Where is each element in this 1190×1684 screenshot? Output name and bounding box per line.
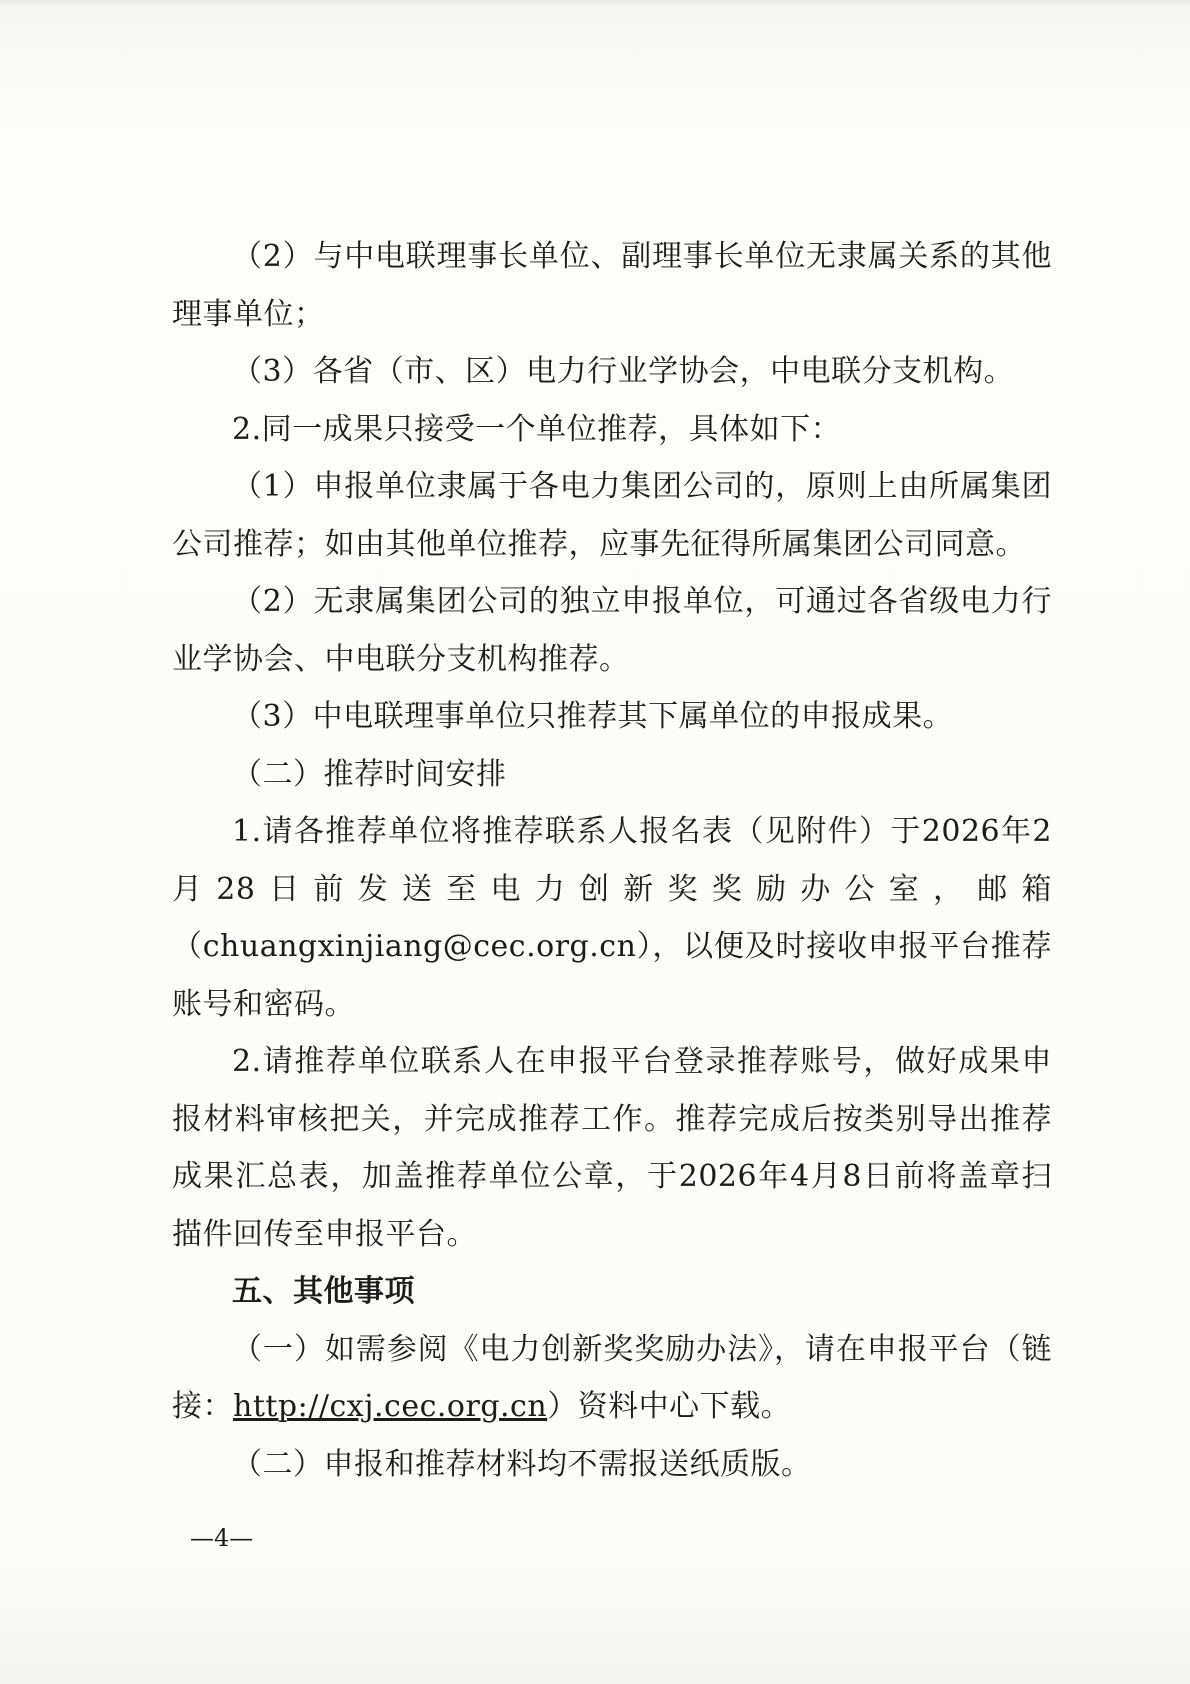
paragraph-council-unit: （3）中电联理事单位只推荐其下属单位的申报成果。 [232,699,954,734]
section-heading-other-matters: 五、其他事项 [232,1274,415,1309]
award-rules-text: （一）如需参阅《电力创新奖奖励办法》，请在申报平台（链接： [172,1331,1052,1424]
paragraph-platform-login: 2.请推荐单位联系人在申报平台登录推荐账号，做好成果申报材料审核把关，并完成推荐工作。推荐完成后按类别导出推荐成果汇总表，加盖推荐单位公章，于2026年4月8日前将盖章扫描件回传至申报平台。 [172,1044,1052,1252]
paragraph-registration-form: 1.请各推荐单位将推荐联系人报名表（见附件）于2026年2月28日前发送至电力创新奖奖励办公室，邮箱（chuangxinjiang@cec.org.cn），以便及时接收申报平台推荐账号和密码。 [172,814,1052,1022]
platform-link[interactable]: http://cxj.cec.org.cn [233,1389,548,1424]
paragraph-recommender-2: （2）与中电联理事长单位、副理事长单位无隶属关系的其他理事单位； [172,239,1052,332]
award-rules-text-end: ）资料中心下载。 [547,1389,792,1424]
paragraph-recommender-3: （3）各省（市、区）电力行业学协会，中电联分支机构。 [232,354,1015,389]
document-body [172,228,1052,1493]
paragraph-award-rules [172,1321,1052,1436]
paragraph-independent-unit: （2）无隶属集团公司的独立申报单位，可通过各省级电力行业学协会、中电联分支机构推荐。 [172,584,1052,677]
paragraph-no-paper-copy: （二）申报和推荐材料均不需报送纸质版。 [232,1446,812,1482]
subheading-schedule: （二）推荐时间安排 [232,756,507,792]
paragraph-single-recommendation: 2.同一成果只接受一个单位推荐，具体如下： [232,411,842,447]
paragraph-group-company: （1）申报单位隶属于各电力集团公司的，原则上由所属集团公司推荐；如由其他单位推荐，应事先征得所属集团公司同意。 [172,469,1052,562]
scan-edge [0,0,1190,6]
page-number: —4— [190,1524,254,1552]
